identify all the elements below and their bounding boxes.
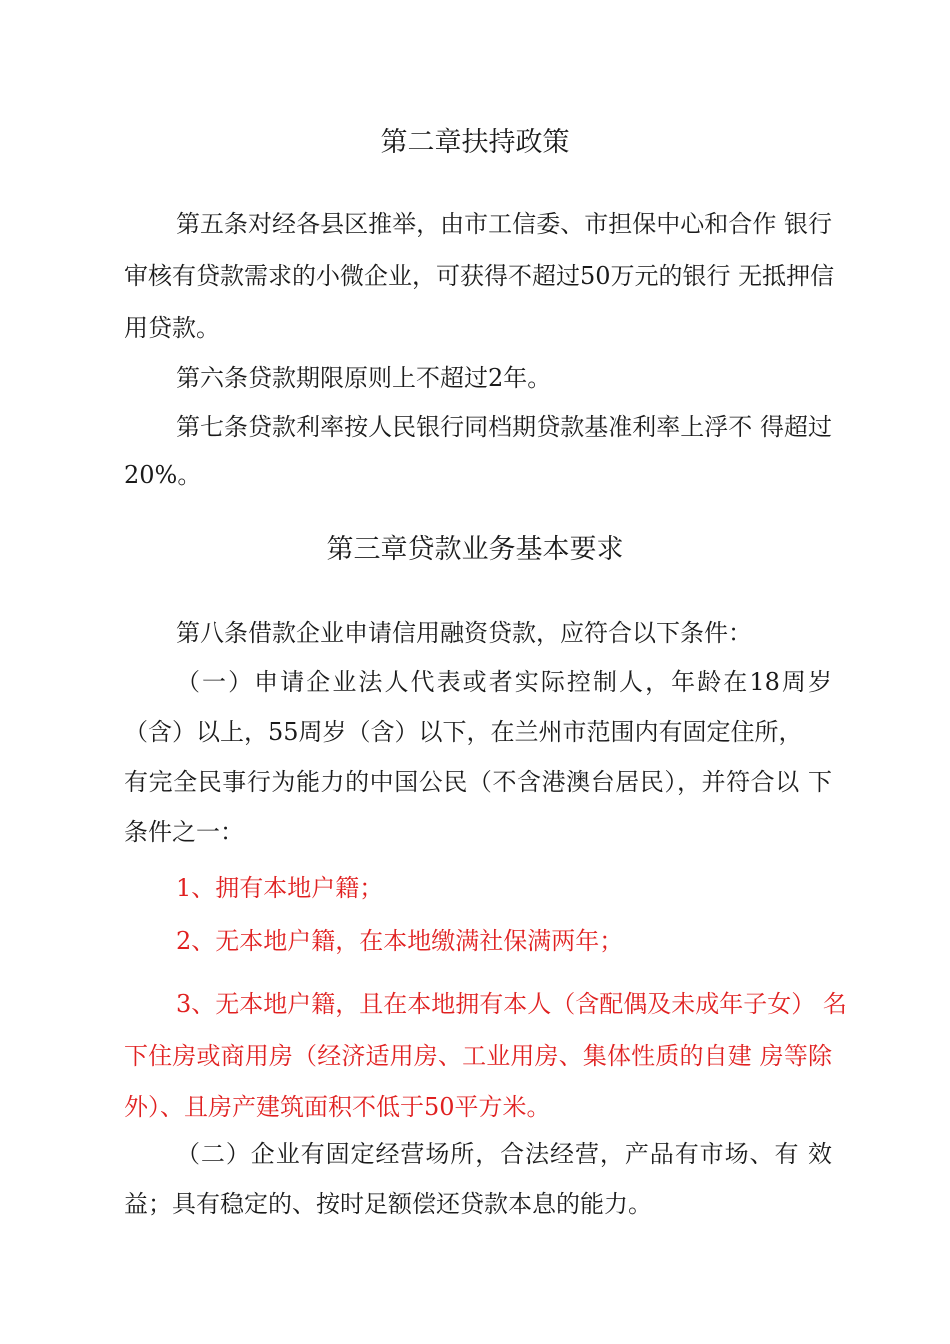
item-1-line-1: （一）申请企业法人代表或者实际控制人，年龄在18周岁	[176, 668, 832, 696]
article-5-line-3: 用贷款。	[124, 314, 220, 342]
article-6: 第六条贷款期限原则上不超过2年。	[176, 364, 552, 392]
condition-3-line-3: 外）、且房产建筑面积不低于50平方米。	[124, 1093, 551, 1121]
article-7-line-2: 20%。	[124, 461, 202, 489]
condition-1: 1、拥有本地户籍；	[176, 874, 384, 902]
chapter-3-title: 第三章贷款业务基本要求	[326, 534, 624, 565]
article-8: 第八条借款企业申请信用融资贷款，应符合以下条件：	[176, 619, 752, 647]
article-7-line-1: 第七条贷款利率按人民银行同档期贷款基准利率上浮不 得超过	[176, 413, 832, 441]
condition-3-line-2: 下住房或商用房（经济适用房、工业用房、集体性质的自建 房等除	[124, 1042, 832, 1070]
chapter-2-title: 第二章扶持政策	[380, 127, 570, 158]
article-5-line-1: 第五条对经各县区推举，由市工信委、市担保中心和合作 银行	[176, 210, 832, 238]
item-2-line-2: 益；具有稳定的、按时足额偿还贷款本息的能力。	[124, 1190, 652, 1218]
item-1-line-4: 条件之一：	[124, 818, 244, 846]
condition-2: 2、无本地户籍，在本地缴满社保满两年；	[176, 927, 624, 955]
item-2-line-1: （二）企业有固定经营场所，合法经营，产品有市场、有 效	[176, 1140, 832, 1168]
article-5-line-2: 审核有贷款需求的小微企业，可获得不超过50万元的银行 无抵押信	[124, 262, 835, 290]
item-1-line-3: 有完全民事行为能力的中国公民（不含港澳台居民），并符合以 下	[124, 768, 832, 796]
item-1-line-2: （含）以上，55周岁（含）以下，在兰州市范围内有固定住所，	[124, 718, 803, 746]
condition-3-line-1: 3、无本地户籍，且在本地拥有本人（含配偶及未成年子女） 名	[176, 990, 847, 1018]
